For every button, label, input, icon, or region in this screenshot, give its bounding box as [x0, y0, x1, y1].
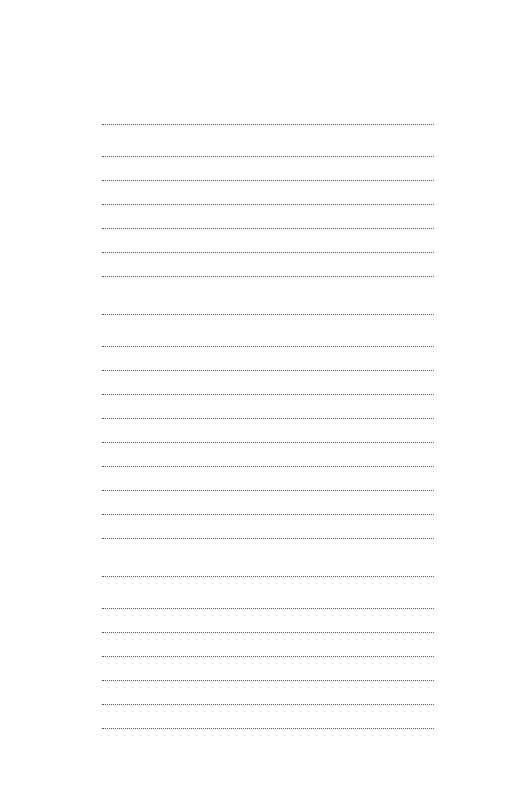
- dot-leader: [102, 442, 434, 443]
- dot-leader: [102, 252, 434, 253]
- section-entry: [30, 732, 480, 756]
- dot-leader: [102, 538, 434, 539]
- dot-leader: [102, 608, 434, 609]
- dot-leader: [102, 632, 434, 633]
- dot-leader: [102, 156, 434, 157]
- section-entry: [30, 280, 480, 304]
- dot-leader: [102, 576, 434, 577]
- dot-leader: [102, 346, 434, 347]
- section-entry: [30, 542, 480, 566]
- dot-leader: [102, 204, 434, 205]
- dot-leader: [102, 180, 434, 181]
- dot-leader: [102, 418, 434, 419]
- dot-leader: [102, 680, 434, 681]
- chapter-entry: [30, 128, 480, 152]
- dot-leader: [102, 490, 434, 491]
- dot-leader: [102, 704, 434, 705]
- dot-leader: [102, 228, 434, 229]
- dot-leader: [102, 656, 434, 657]
- chapter-entry: [30, 580, 480, 604]
- dot-leader: [102, 728, 434, 729]
- chapter-entry: [30, 318, 480, 342]
- dot-leader: [102, 466, 434, 467]
- table-of-contents: [30, 128, 480, 756]
- dot-leader: [102, 276, 434, 277]
- dot-leader: [102, 314, 434, 315]
- page-title: [30, 44, 480, 84]
- dot-leader: [102, 514, 434, 515]
- dot-leader: [102, 124, 434, 125]
- dot-leader: [102, 394, 434, 395]
- dot-leader: [102, 370, 434, 371]
